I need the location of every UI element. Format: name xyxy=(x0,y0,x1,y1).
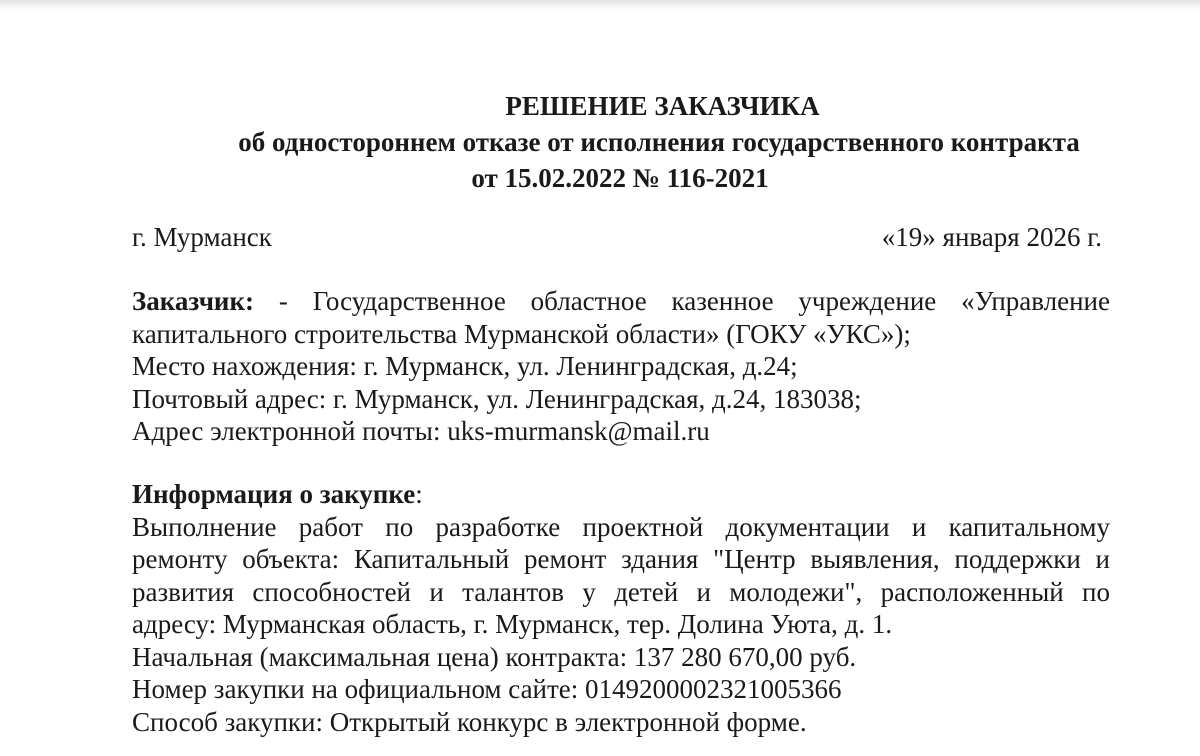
purchase-label-colon: : xyxy=(415,479,423,509)
customer-section xyxy=(132,285,1110,448)
customer-email: Адрес электронной почты: uks-murmansk@mail.ru xyxy=(132,416,710,446)
purchase-desc-line-4: адресу: Мурманская область, г. Мурманск, тер. Долина Уюта, д. 1. xyxy=(132,609,893,639)
page-top-shadow xyxy=(0,0,1200,10)
purchase-desc-line-3: развития способностей и талантов у детей и молодежи", расположенный по xyxy=(132,576,1110,607)
customer-location: Место нахождения: г. Мурманск, ул. Ленинградская, д.24; xyxy=(132,351,798,381)
customer-line-1 xyxy=(132,285,1110,318)
purchase-section xyxy=(132,478,1110,738)
document-title: РЕШЕНИЕ ЗАКАЗЧИКА xyxy=(505,91,820,121)
place-date-row xyxy=(132,220,1102,254)
date: «19» января 2026 г. xyxy=(881,222,1102,252)
purchase-desc-line-2: ремонту объекта: Капитальный ремонт здания "Центр выявления, поддержки и xyxy=(132,544,1110,574)
document-header xyxy=(0,88,1200,196)
purchase-heading xyxy=(132,478,1110,511)
purchase-price: Начальная (максимальная цена) контракта: 137 280 670,00 руб. xyxy=(132,641,857,672)
customer-label: Заказчик: xyxy=(132,286,255,316)
purchase-method: Способ закупки: Открытый конкурс в электронной форме. xyxy=(132,706,807,737)
place: г. Мурманск xyxy=(132,222,272,252)
purchase-number: Номер закупки на официальном сайте: 0149200002321005366 xyxy=(132,674,842,704)
purchase-desc-line-1: Выполнение работ по разработке проектной документации и капитальному xyxy=(132,511,1110,542)
purchase-label: Информация о закупке xyxy=(132,479,416,509)
customer-name-part1: - Государственное областное казенное учреждение «Управление xyxy=(254,286,1110,316)
customer-postal-address: Почтовый адрес: г. Мурманск, ул. Ленинградская, д.24, 183038; xyxy=(132,383,862,414)
contract-reference: от 15.02.2022 № 116-2021 xyxy=(471,163,769,193)
customer-line-2: капитального строительства Мурманской области» (ГОКУ «УКС»); xyxy=(132,318,911,349)
document-subtitle: об одностороннем отказе от исполнения государственного контракта xyxy=(238,127,1080,157)
